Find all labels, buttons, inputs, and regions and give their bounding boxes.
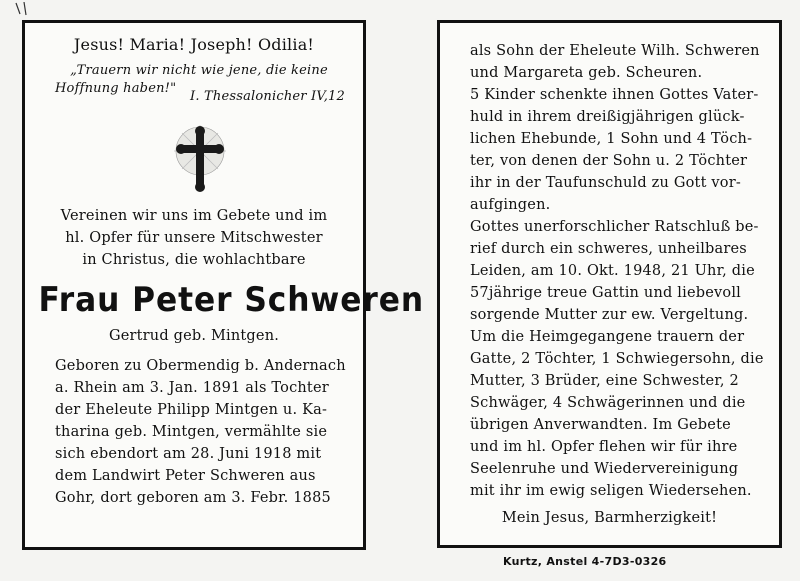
quote-line-2: Hoffnung haben!" — [55, 81, 177, 96]
bio-line: tharina geb. Mintgen, vermählte sie — [55, 424, 328, 440]
text-line: Seelenruhe und Wiedervereinigung — [470, 461, 739, 477]
text-line: Gottes unerforschlicher Ratschluß be- — [470, 219, 759, 235]
left-card — [22, 20, 425, 550]
pen-mark-icon — [14, 2, 34, 16]
text-line: und Margareta geb. Scheuren. — [470, 65, 703, 81]
text-line: Um die Heimgegangene trauern der — [470, 329, 745, 345]
quote-line-1: „Trauern wir nicht wie jene, die keine — [70, 63, 328, 78]
cross-icon — [170, 123, 230, 193]
right-card — [437, 20, 782, 548]
text-line: ter, von denen der Sohn u. 2 Töchter — [470, 153, 748, 169]
text-line: 5 Kinder schenkte ihnen Gottes Vater- — [470, 87, 759, 103]
text-line: Leiden, am 10. Okt. 1948, 21 Uhr, die — [470, 263, 755, 279]
text-line: und im hl. Opfer flehen wir für ihre — [470, 439, 738, 455]
text-line: Mutter, 3 Brüder, eine Schwester, 2 — [470, 373, 739, 389]
prayer-line-2: hl. Opfer für unsere Mitschwester — [65, 230, 323, 246]
printer-imprint: Kurtz, Anstel 4-7D3-0326 — [503, 555, 667, 568]
deceased-name: Frau Peter Schweren — [38, 280, 425, 320]
closing-prayer: Mein Jesus, Barmherzigkeit! — [501, 510, 718, 526]
bio-line: a. Rhein am 3. Jan. 1891 als Tochter — [55, 380, 329, 396]
text-line: 57jährige treue Gattin und liebevoll — [470, 285, 741, 301]
text-line: mit ihr im ewig seligen Wiedersehen. — [470, 483, 752, 499]
text-line: als Sohn der Eheleute Wilh. Schweren — [470, 43, 760, 59]
bio-line: der Eheleute Philipp Mintgen u. Ka- — [55, 402, 328, 418]
prayer-line-1: Vereinen wir uns im Gebete und im — [60, 208, 328, 224]
bible-reference: I. Thessalonicher IV,12 — [190, 89, 345, 104]
text-line: Schwäger, 4 Schwägerinnen und die — [470, 395, 746, 411]
prayer-line-3: in Christus, die wohlachtbare — [82, 252, 306, 268]
text-line: huld in ihrem dreißigjährigen glück- — [470, 109, 745, 125]
text-line: Gatte, 2 Töchter, 1 Schwiegersohn, die — [470, 351, 764, 367]
bio-line: sich ebendort am 28. Juni 1918 mit — [55, 446, 322, 462]
text-line: lichen Ehebunde, 1 Sohn und 4 Töch- — [470, 131, 753, 147]
text-line: rief durch ein schweres, unheilbares — [470, 241, 747, 257]
text-line: ihr in der Taufunschuld zu Gott vor- — [470, 175, 741, 191]
bio-line: Geboren zu Obermendig b. Andernach — [55, 358, 346, 374]
bio-line: dem Landwirt Peter Schweren aus — [55, 468, 316, 484]
invocation: Jesus! Maria! Joseph! Odilia! — [73, 35, 315, 54]
bio-line: Gohr, dort geboren am 3. Febr. 1885 — [55, 490, 331, 506]
text-line: sorgende Mutter zur ew. Vergeltung. — [470, 307, 749, 323]
text-line: aufgingen. — [470, 197, 551, 213]
text-line: übrigen Anverwandten. Im Gebete — [470, 417, 731, 433]
maiden-name: Gertrud geb. Mintgen. — [108, 328, 280, 344]
